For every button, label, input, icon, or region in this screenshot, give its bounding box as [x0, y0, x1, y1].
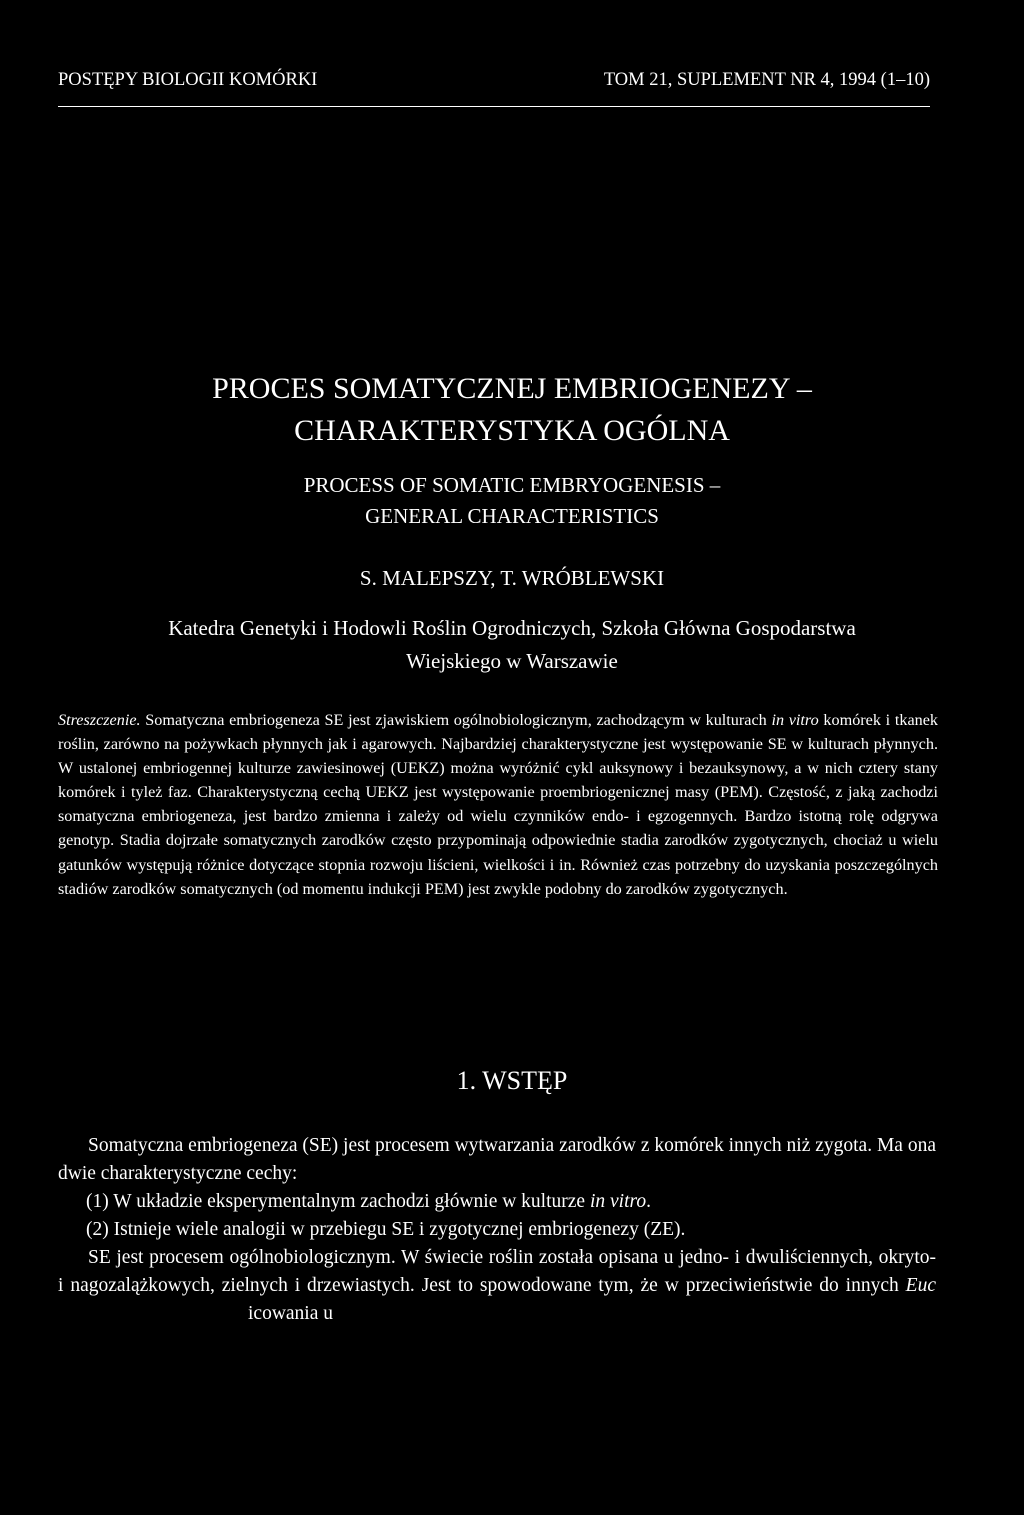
paragraph-second: [58, 1244, 936, 1328]
paragraph-second-text: SE jest procesem ogólnobiologicznym. W świecie roślin została opisana u jedno- i dwuliściennych, okryto- i nagozalążkowych, zielnych i drzewiastych. Jest to spowodowane tym, że w przeciwieństwie do innych: [58, 1247, 936, 1296]
paragraph-second-tail: icowania u: [248, 1303, 334, 1324]
journal-name: POSTĘPY BIOLOGII KOMÓRKI: [58, 70, 318, 90]
list-item-1-text: (1) W układzie eksperymentalnym zachodzi głównie w kulturze: [86, 1191, 590, 1212]
title-english-line2: GENERAL CHARACTERISTICS: [365, 504, 659, 528]
list-item-1-end: .: [646, 1191, 651, 1212]
affiliation-line2: Wiejskiego w Warszawie: [406, 649, 618, 673]
abstract-text-italic: in vitro: [771, 711, 819, 729]
volume-info: TOM 21, SUPLEMENT NR 4, 1994 (1–10): [603, 70, 930, 90]
affiliation: [60, 612, 964, 678]
abstract: [58, 708, 938, 901]
title-english-line1: PROCESS OF SOMATIC EMBRYOGENESIS –: [303, 473, 721, 497]
abstract-text-part1: Somatyczna embriogeneza SE jest zjawiskiem ogólnobiologicznym, zachodzącym w kulturach: [140, 711, 772, 729]
paragraph-intro: Somatyczna embriogeneza (SE) jest procesem wytwarzania zarodków z komórek innych niż zygota. Ma ona dwie charakterystyczne cechy:: [58, 1135, 936, 1184]
abstract-text-part2: komórek i tkanek roślin, zarówno na pożywkach płynnych jak i agarowych. Najbardziej charakterystyczne jest występowanie SE w kulturach płynnych. W ustalonej embriogennej kulturze zawiesinowej (UEKZ) można wyróżnić cykl auksynowy i bezauksynowy, a w nich cztery stany komórek i tyleż faz. Charakterystyczną cechą UEKZ jest występowanie proembriogenicznej masy (PEM). Częstość, z jaką zachodzi somatyczna embriogeneza, jest bardzo zmienna i zależy od wielu czynników endo- i egzogennych. Bardzo istotną rolę odgrywa genotyp. Stadia dojrzałe somatycznych zarodków często przypominają odpowiednie stadia zarodków zygotycznych, chociaż u wielu gatunków występują różnice dotyczące stopnia rozwoju liścieni, wielkości i in. Również czas potrzebny do uzyskania poszczególnych stadiów zarodków somatycznych (od momentu indukcji PEM) jest zwykle podobny do zarodków zygotycznych.: [58, 711, 938, 898]
title-english: [0, 470, 1024, 532]
list-item-1-italic: in vitro: [589, 1191, 647, 1212]
title-polish-line2: CHARAKTERYSTYKA OGÓLNA: [294, 414, 730, 447]
running-header: [58, 70, 930, 107]
section-body: [58, 1132, 936, 1328]
list-item-1: [58, 1188, 936, 1216]
title-polish-line1: PROCES SOMATYCZNEJ EMBRIOGENEZY –: [212, 372, 812, 405]
list-item-2: (2) Istnieje wiele analogii w przebiegu SE i zygotycznej embriogenezy (ZE).: [86, 1219, 686, 1240]
section-heading: 1. WSTĘP: [456, 1066, 568, 1095]
paragraph-second-italic: Euc: [905, 1275, 936, 1296]
abstract-label: Streszczenie.: [58, 711, 141, 729]
authors: S. MALEPSZY, T. WRÓBLEWSKI: [359, 566, 665, 590]
title-polish: [0, 368, 1024, 452]
affiliation-line1: Katedra Genetyki i Hodowli Roślin Ogrodniczych, Szkoła Główna Gospodarstwa: [168, 616, 856, 640]
